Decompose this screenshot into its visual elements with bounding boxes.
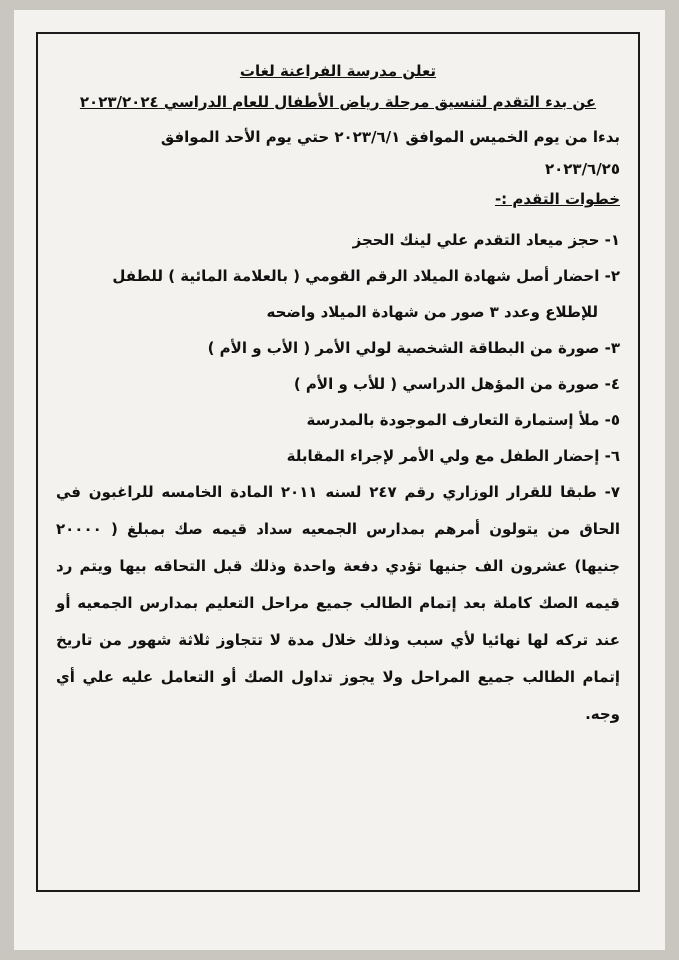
page-border <box>36 32 640 892</box>
step-4: ٤- صورة من المؤهل الدراسي ( للأب و الأم ) <box>293 375 620 393</box>
application-dates: بدءا من يوم الخميس الموافق ٢٠٢٣/٦/١ حتي يوم الأحد الموافق <box>160 128 620 146</box>
step-5: ٥- ملأ إستمارة التعارف الموجودة بالمدرسة <box>306 411 620 429</box>
step-3: ٣- صورة من البطاقة الشخصية لولي الأمر ( الأب و الأم ) <box>207 339 620 357</box>
announcement-title: تعلن مدرسة الفراعنة لغات <box>239 62 437 80</box>
application-end-date: ٢٠٢٣/٦/٢٥ <box>544 160 620 178</box>
announcement-body <box>38 60 638 733</box>
step-1: ١- حجز ميعاد التقدم علي لينك الحجز <box>352 231 620 249</box>
step-6: ٦- إحضار الطفل مع ولي الأمر لإجراء المقابلة <box>286 447 620 465</box>
step-2-continued: للإطلاع وعدد ٣ صور من شهادة الميلاد واضحه <box>266 303 598 321</box>
paper-sheet <box>14 10 665 950</box>
step-7-paragraph: ٧- طبقا للقرار الوزاري رقم ٢٤٧ لسنه ٢٠١١ المادة الخامسه للراغبون في الحاق من يتولون أمرهم بمدارس الجمعيه سداد قيمه صك بمبلغ ( ٢٠٠٠٠ جنيها) عشرون الف جنيها تؤدي دفعة واحدة وذلك قبل التحاقه بيها ويتم رد قيمه الصك كاملة بعد إتمام الطالب جميع مراحل التعليم بمدارس الجمعيه أو عند تركه لها نهائيا لأي سبب وذلك خلال مدة لا تتجاوز ثلاثة شهور من تاريخ إتمام الطالب جميع المراحل ولا يجوز تداول الصك أو التعامل عليه علي أي وجه. <box>56 483 621 723</box>
announcement-subtitle: عن بدء التقدم لتنسيق مرحلة رياض الأطفال للعام الدراسي ٢٠٢٣/٢٠٢٤ <box>79 93 597 111</box>
steps-heading: خطوات التقدم :- <box>494 190 620 208</box>
step-2: ٢- احضار أصل شهادة الميلاد الرقم القومي ( بالعلامة المائية ) للطفل <box>112 267 620 285</box>
